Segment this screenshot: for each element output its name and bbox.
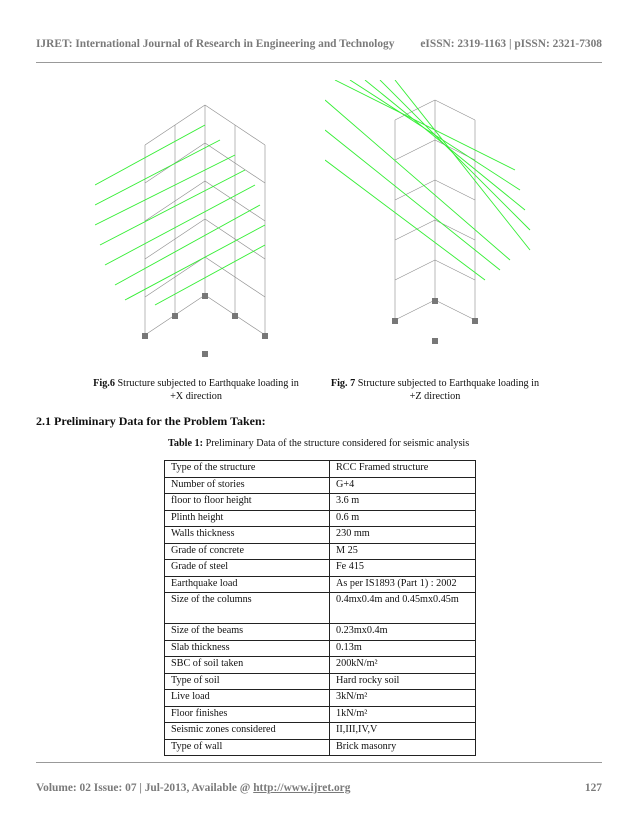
- row-value: 3.6 m: [330, 494, 476, 511]
- table-row: [165, 657, 476, 674]
- page-header: [36, 38, 602, 50]
- table-row: [165, 527, 476, 544]
- fig6-supports: [142, 293, 268, 357]
- row-value: G+4: [330, 477, 476, 494]
- table-row: [165, 494, 476, 511]
- page-footer: [36, 782, 602, 794]
- preliminary-data-table: [164, 460, 476, 756]
- table-row: [165, 510, 476, 527]
- figure-6-label: Fig.6: [93, 378, 115, 389]
- row-value: 3kN/m²: [330, 690, 476, 707]
- row-value: M 25: [330, 543, 476, 560]
- issn: eISSN: 2319-1163 | pISSN: 2321-7308: [420, 38, 602, 50]
- row-parameter: Live load: [165, 690, 330, 707]
- header-rule: [36, 62, 602, 63]
- section-heading: 2.1 Preliminary Data for the Problem Taken:: [36, 414, 266, 428]
- table-row: [165, 640, 476, 657]
- row-value: 0.23mx0.4m: [330, 624, 476, 641]
- fig6-load-arrows: [95, 125, 265, 305]
- table-row: [165, 624, 476, 641]
- row-parameter: Size of the columns: [165, 593, 330, 624]
- row-value: RCC Framed structure: [330, 461, 476, 478]
- journal-title: IJRET: International Journal of Research in Engineering and Technology: [36, 38, 395, 50]
- figure-7-label: Fig. 7: [330, 378, 356, 389]
- figure-7-caption-line2: +Z direction: [409, 391, 461, 402]
- figure-6-caption-text: Structure subjected to Earthquake loading in: [117, 378, 299, 389]
- row-parameter: Size of the beams: [165, 624, 330, 641]
- table-row: [165, 723, 476, 740]
- row-value: 0.6 m: [330, 510, 476, 527]
- row-value: 1kN/m²: [330, 706, 476, 723]
- figure-7-structure-z-loading: [325, 80, 540, 365]
- fig7-frame: [395, 100, 475, 320]
- row-parameter: Type of soil: [165, 673, 330, 690]
- row-value: 0.13m: [330, 640, 476, 657]
- row-parameter: SBC of soil taken: [165, 657, 330, 674]
- row-parameter: Walls thickness: [165, 527, 330, 544]
- row-parameter: floor to floor height: [165, 494, 330, 511]
- row-value: Brick masonry: [330, 739, 476, 756]
- row-parameter: Floor finishes: [165, 706, 330, 723]
- table-caption: [168, 438, 469, 449]
- table-row: [165, 690, 476, 707]
- row-parameter: Number of stories: [165, 477, 330, 494]
- table-caption-text: Preliminary Data of the structure considered for seismic analysis: [205, 438, 470, 449]
- row-value: Hard rocky soil: [330, 673, 476, 690]
- fig7-load-arrows: [325, 80, 530, 280]
- row-parameter: Type of the structure: [165, 461, 330, 478]
- table-row: [165, 673, 476, 690]
- row-value: 0.4mx0.4m and 0.45mx0.45m: [330, 593, 476, 624]
- row-parameter: Type of wall: [165, 739, 330, 756]
- row-parameter: Earthquake load: [165, 576, 330, 593]
- row-parameter: Grade of concrete: [165, 543, 330, 560]
- row-parameter: Seismic zones considered: [165, 723, 330, 740]
- row-value: II,III,IV,V: [330, 723, 476, 740]
- footer-volume: [36, 782, 350, 794]
- footer-volume-text: Volume: 02 Issue: 07 | Jul-2013, Available @: [36, 782, 254, 794]
- table-label: Table 1:: [168, 438, 204, 449]
- row-parameter: Grade of steel: [165, 560, 330, 577]
- row-value: 200kN/m²: [330, 657, 476, 674]
- table-row: [165, 477, 476, 494]
- table-row: [165, 461, 476, 478]
- table-row: [165, 543, 476, 560]
- table-row: [165, 706, 476, 723]
- page-number: 127: [584, 782, 602, 794]
- figure-6-caption-line2: +X direction: [170, 391, 222, 402]
- row-value: 230 mm: [330, 527, 476, 544]
- table-row: [165, 739, 476, 756]
- table-row: [165, 593, 476, 624]
- row-value: Fe 415: [330, 560, 476, 577]
- table-row: [165, 560, 476, 577]
- figure-6-structure-x-loading: [95, 95, 310, 365]
- figure-7-caption-text: Structure subjected to Earthquake loading in: [357, 378, 540, 389]
- row-parameter: Plinth height: [165, 510, 330, 527]
- figure-7-caption: [325, 377, 545, 403]
- figure-6-caption: [88, 377, 304, 403]
- row-parameter: Slab thickness: [165, 640, 330, 657]
- journal-url-link[interactable]: http://www.ijret.org: [253, 782, 351, 794]
- fig7-supports: [392, 298, 478, 344]
- row-value: As per IS1893 (Part 1) : 2002: [330, 576, 476, 593]
- table-row: [165, 576, 476, 593]
- footer-rule: [36, 762, 602, 763]
